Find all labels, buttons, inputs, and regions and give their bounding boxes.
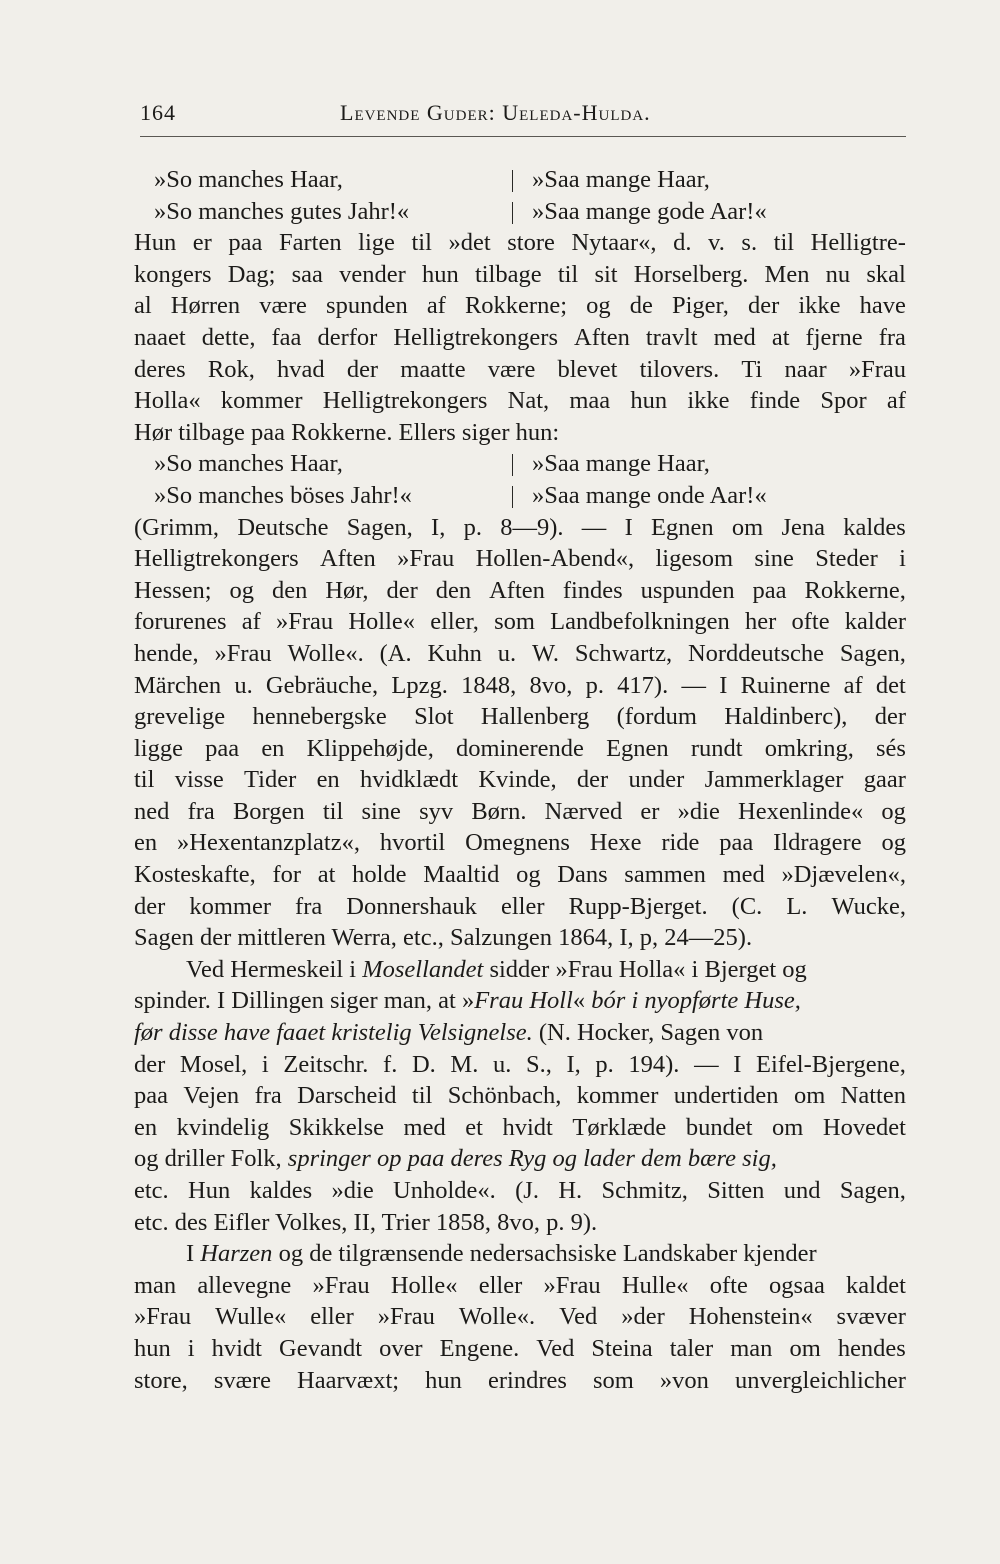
text-line bbox=[134, 1143, 906, 1175]
text-line: Helligtrekongers Aften »Frau Hollen-Abend«, ligesom sine Steder i bbox=[134, 545, 906, 573]
italic-run: bór i nyopførte Huse, bbox=[591, 987, 801, 1015]
text-line: kongers Dag; saa vender hun tilbage til sit Horselberg. Men nu skal bbox=[134, 260, 906, 288]
text-line: al Hørren være spunden af Rokkerne; og de Piger, der ikke have bbox=[134, 292, 906, 320]
verse-left: »So manches Haar, bbox=[154, 166, 343, 193]
text-line bbox=[134, 985, 906, 1017]
text-line: paa Vejen fra Darscheid til Schönbach, kommer undertiden om Natten bbox=[134, 1082, 906, 1110]
text-run: (N. Hocker, Sagen von bbox=[532, 1019, 764, 1047]
text-line: Holla« kommer Helligtrekongers Nat, maa hun ikke finde Spor af bbox=[134, 387, 906, 415]
text-line bbox=[134, 1238, 906, 1270]
verse-divider bbox=[512, 202, 513, 224]
running-title: Levende Guder: Ueleda-Hulda. bbox=[340, 100, 651, 125]
verse-divider bbox=[512, 454, 513, 476]
text-line: ned fra Borgen til sine syv Børn. Nærved er »die Hexenlinde« og bbox=[134, 797, 906, 825]
verse-line bbox=[134, 164, 906, 196]
verse-line bbox=[134, 196, 906, 228]
verse-divider bbox=[512, 170, 513, 192]
text-line: Hun er paa Farten lige til »det store Nytaar«, d. v. s. til Helligtre- bbox=[134, 229, 906, 257]
text-line: hun i hvidt Gevandt over Engene. Ved Steina taler man om hendes bbox=[134, 1334, 906, 1362]
page-header bbox=[140, 100, 906, 140]
text-run: og de tilgrænsende nedersachsiske Landskaber kjender bbox=[272, 1240, 817, 1268]
text-line: naaet dette, faa derfor Helligtrekongers Aften travlt med at fjerne fra bbox=[134, 323, 906, 351]
verse-right: »Saa mange Haar, bbox=[532, 450, 710, 478]
text-run: sidder »Frau Holla« i Bjerget og bbox=[483, 955, 807, 983]
text-run: I bbox=[186, 1240, 201, 1268]
text-line: ligge paa en Klippehøjde, dominerende Egnen rundt omkring, sés bbox=[134, 734, 906, 762]
text-line: deres Rok, hvad der maatte være blevet tilovers. Ti naar »Frau bbox=[134, 355, 906, 383]
italic-run: springer op paa deres Ryg og lader dem bære sig, bbox=[287, 1145, 777, 1173]
verse-right: »Saa mange onde Aar!« bbox=[532, 481, 767, 509]
text-line: store, svære Haarvæxt; hun erindres som »von unvergleichlicher bbox=[134, 1366, 906, 1394]
text-line: der kommer fra Donnershauk eller Rupp-Bjerget. (C. L. Wucke, bbox=[134, 892, 906, 920]
verse-line bbox=[134, 448, 906, 480]
italic-run: Harzen bbox=[200, 1240, 273, 1268]
text-run: « bbox=[572, 987, 592, 1015]
text-line: Hessen; og den Hør, der den Aften findes uspunden paa Rokkerne, bbox=[134, 576, 906, 604]
header-rule bbox=[140, 136, 906, 137]
text-run: spinder. I Dillingen siger man, at » bbox=[134, 987, 475, 1015]
verse-left: »So manches Haar, bbox=[154, 450, 343, 478]
text-line: der Mosel, i Zeitschr. f. D. M. u. S., I, p. 194). — I Eifel-Bjergene, bbox=[134, 1050, 906, 1078]
text-body bbox=[134, 164, 906, 1396]
text-line: (Grimm, Deutsche Sagen, I, p. 8—9). — I Egnen om Jena kaldes bbox=[134, 513, 906, 541]
text-line: en »Hexentanzplatz«, hvortil Omegnens Hexe ride paa Ildragere og bbox=[134, 829, 906, 857]
page-number: 164 bbox=[140, 100, 176, 125]
verse-right: »Saa mange Haar, bbox=[532, 166, 710, 193]
verse-right: »Saa mange gode Aar!« bbox=[532, 197, 767, 225]
text-line: en kvindelig Skikkelse med et hvidt Tørklæde bundet om Hovedet bbox=[134, 1113, 906, 1141]
text-line bbox=[134, 954, 906, 986]
text-line bbox=[134, 1017, 906, 1049]
italic-run: før disse have faaet kristelig Velsignelse. bbox=[134, 1019, 533, 1047]
verse-line bbox=[134, 480, 906, 512]
text-line: Hør tilbage paa Rokkerne. Ellers siger hun: bbox=[134, 418, 560, 446]
text-run: Ved Hermeskeil i bbox=[186, 955, 363, 983]
text-line: etc. des Eifler Volkes, II, Trier 1858, 8vo, p. 9). bbox=[134, 1208, 598, 1236]
text-line: Kosteskafte, for at holde Maaltid og Dans sammen med »Djævelen«, bbox=[134, 861, 906, 889]
text-line: grevelige hennebergske Slot Hallenberg (fordum Haldinberc), der bbox=[134, 703, 906, 731]
text-line: til visse Tider en hvidklædt Kvinde, der under Jammerklager gaar bbox=[134, 766, 906, 794]
text-run: og driller Folk, bbox=[134, 1145, 288, 1173]
verse-left: »So manches gutes Jahr!« bbox=[154, 197, 410, 225]
italic-run: Mosellandet bbox=[362, 955, 484, 983]
text-line: man allevegne »Frau Holle« eller »Frau Hulle« ofte ogsaa kaldet bbox=[134, 1271, 906, 1299]
verse-divider bbox=[512, 486, 513, 508]
text-line: Sagen der mittleren Werra, etc., Salzungen 1864, I, p, 24—25). bbox=[134, 924, 753, 952]
text-line: hende, »Frau Wolle«. (A. Kuhn u. W. Schwartz, Norddeutsche Sagen, bbox=[134, 639, 906, 667]
text-line: etc. Hun kaldes »die Unholde«. (J. H. Schmitz, Sitten und Sagen, bbox=[134, 1177, 906, 1204]
verse-left: »So manches böses Jahr!« bbox=[154, 481, 412, 509]
text-line: forurenes af »Frau Holle« eller, som Landbefolkningen her ofte kalder bbox=[134, 608, 906, 636]
text-line: »Frau Wulle« eller »Frau Wolle«. Ved »der Hohenstein« svæver bbox=[134, 1303, 906, 1331]
text-line: Märchen u. Gebräuche, Lpzg. 1848, 8vo, p. 417). — I Ruinerne af det bbox=[134, 671, 906, 699]
italic-run: Frau Holl bbox=[474, 987, 573, 1015]
